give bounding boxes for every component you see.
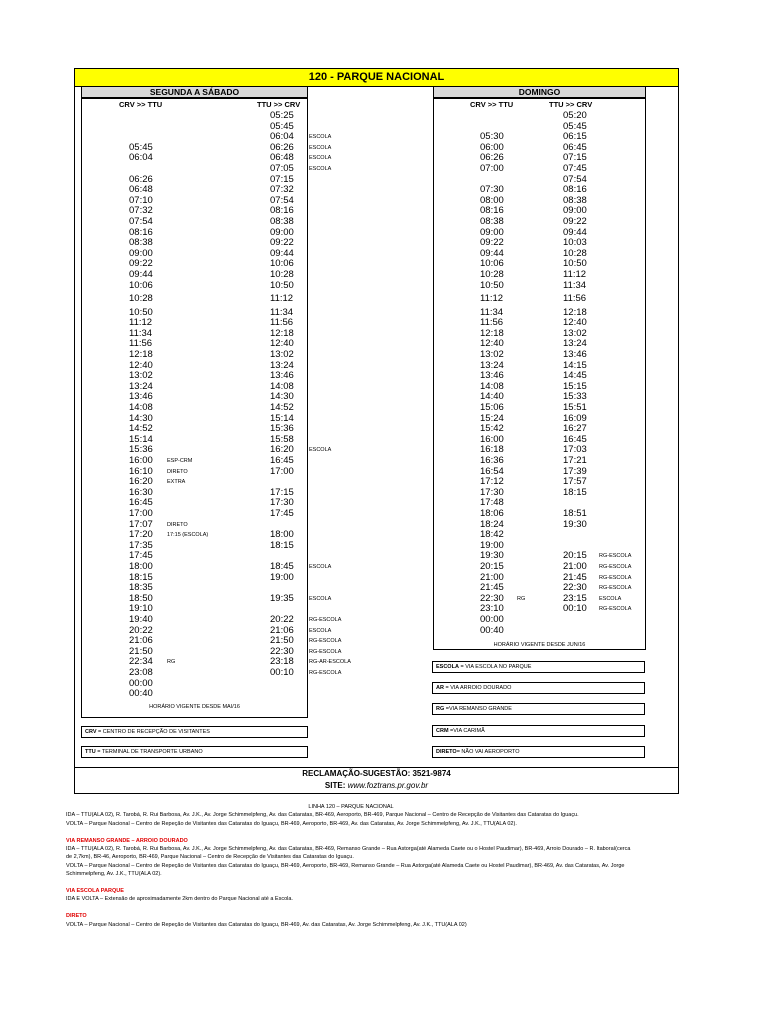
departure-time-crv: 16:00 [480,433,504,445]
departure-time-crv: 16:45 [129,497,153,509]
legend-ar-text: = VIA ARROIO DOURADO [443,685,512,691]
departure-time-ttu: 17:30 [270,497,294,509]
departure-time-ttu: 12:18 [563,306,587,318]
departure-time-ttu: 07:32 [270,184,294,196]
departure-time-crv: 15:36 [129,444,153,456]
departure-time-crv: 18:00 [129,561,153,572]
departure-time-ttu: 09:22 [563,216,587,227]
departure-time-crv: 16:54 [480,465,504,477]
departure-note-ttu: ESCOLA [599,595,622,602]
departure-note-ttu: RG-ESCOLA [599,585,632,592]
departure-time-crv: 16:36 [480,455,504,466]
departure-note-ttu: ESCOLA [309,134,332,141]
departure-time-ttu: 08:38 [270,216,294,227]
departure-time-ttu: 16:45 [563,433,587,445]
departure-time-crv: 06:00 [480,141,504,153]
departure-time-ttu: 14:45 [563,370,587,382]
departure-time-crv: 08:38 [129,237,153,249]
departure-time-crv: 16:10 [129,465,153,477]
departure-time-ttu: 08:38 [563,194,587,206]
departure-time-ttu: 07:15 [563,152,587,164]
departure-time-crv: 13:46 [480,370,504,382]
departure-time-ttu: 16:27 [563,423,587,435]
site-label: SITE: [324,781,346,790]
departure-time-crv: 18:35 [129,582,153,594]
departure-time-crv: 21:06 [129,635,153,647]
departure-time-ttu: 00:10 [270,667,294,678]
departure-time-ttu: 05:25 [270,110,294,121]
departure-time-crv: 23:10 [480,603,504,615]
departure-time-ttu: 13:46 [563,349,587,360]
departure-time-ttu: 14:30 [270,391,294,403]
weekday-header: SEGUNDA A SÁBADO [81,86,308,98]
departure-time-ttu: 07:54 [270,194,294,206]
departure-time-crv: 17:45 [129,550,153,562]
departure-time-crv: 00:40 [480,624,504,636]
departure-time-crv: 09:22 [480,237,504,249]
departure-note-ttu: ESCOLA [309,447,332,454]
departure-time-crv: 14:08 [129,402,153,413]
departure-time-ttu: 11:34 [270,306,294,318]
departure-time-ttu: 16:09 [563,412,587,424]
departure-time-ttu: 19:30 [563,518,587,530]
notes-line-title: LINHA 120 – PARQUE NACIONAL [308,804,394,810]
departure-time-crv: 08:38 [480,216,504,227]
departure-time-crv: 16:00 [129,455,153,466]
legend-direto-text: = NÃO VAI AEROPORTO [456,749,520,755]
departure-time-ttu: 13:02 [563,327,587,339]
departure-time-ttu: 09:22 [270,237,294,249]
departure-time-crv: 16:30 [129,486,153,498]
departure-time-crv: 13:24 [129,380,153,392]
departure-time-ttu: 18:15 [270,539,294,551]
departure-time-crv: 18:42 [480,529,504,541]
departure-time-ttu: 16:20 [270,444,294,456]
legend-direto [432,746,645,758]
departure-time-crv: 19:10 [129,603,153,615]
departure-time-ttu: 18:00 [270,529,294,541]
departure-time-ttu: 08:16 [270,205,294,217]
departure-time-crv: 09:00 [129,247,153,259]
departure-time-ttu: 13:02 [270,349,294,360]
departure-note-ttu: ESCOLA [309,155,332,162]
departure-time-ttu: 08:16 [563,184,587,196]
departure-time-crv: 10:50 [129,306,153,318]
departure-time-ttu: 15:36 [270,423,294,435]
departure-time-ttu: 18:45 [270,561,294,572]
departure-time-ttu: 10:28 [563,247,587,259]
weekday-vigente: HORÁRIO VIGENTE DESDE MAI/16 [149,704,240,710]
departure-note-ttu: ESCOLA [309,627,332,634]
departure-time-ttu: 05:45 [270,120,294,132]
departure-time-crv: 11:12 [129,317,153,329]
departure-time-crv: 11:56 [129,338,153,350]
departure-time-crv: 14:08 [480,380,504,392]
departure-time-ttu: 22:30 [563,582,587,594]
departure-time-crv: 21:45 [480,582,504,594]
departure-time-crv: 16:18 [480,444,504,456]
site-line [75,781,678,790]
departure-time-ttu: 18:51 [563,508,587,519]
legend-escola [432,661,645,673]
departure-time-ttu: 12:40 [563,317,587,329]
departure-time-crv: 20:15 [480,561,504,572]
departure-time-crv: 07:00 [480,163,504,174]
departure-time-crv: 00:00 [129,677,153,689]
departure-time-ttu: 12:18 [270,327,294,339]
departure-time-crv: 19:30 [480,550,504,562]
departure-time-ttu: 11:34 [563,279,587,291]
departure-time-crv: 10:28 [129,293,153,305]
departure-note-crv: RG [167,659,176,666]
notes-volta: VOLTA – Parque Nacional – Centro de Repeção de Visitantes das Cataratas do Iguaçu, BR-469, Aeroporto, BR-469, Av. das Cataratas, Av. Jorge Schimmelpfeng, Av. J.K., TTU(ALA 02). [66,820,517,827]
departure-time-crv: 12:18 [480,327,504,339]
departure-time-ttu: 06:45 [563,141,587,153]
departure-time-ttu: 06:26 [270,141,294,153]
departure-time-ttu: 13:24 [270,359,294,371]
reclamacao-text: RECLAMAÇÃO-SUGESTÃO: 3521-9874 [302,769,451,778]
departure-time-crv: 09:22 [129,258,153,270]
legend-rg [432,703,645,715]
departure-time-ttu: 22:30 [270,645,294,657]
departure-time-crv: 12:40 [129,359,153,371]
departure-time-ttu: 14:15 [563,359,587,371]
legend-ar-key: AR [436,685,444,691]
departure-time-crv: 22:30 [480,592,504,604]
departure-time-ttu: 11:12 [563,269,587,280]
departure-time-ttu: 19:00 [270,571,294,583]
departure-time-crv: 15:06 [480,402,504,413]
departure-time-ttu: 10:50 [563,258,587,270]
departure-time-crv: 07:32 [129,205,153,217]
departure-note-ttu: ESCOLA [309,564,332,570]
departure-time-crv: 23:08 [129,667,153,678]
departure-time-crv: 12:18 [129,349,153,360]
departure-time-crv: 06:04 [129,152,153,164]
departure-time-ttu: 07:05 [270,163,294,174]
legend-escola-key: ESCOLA [436,664,459,670]
departure-time-crv: 00:00 [480,614,504,625]
departure-time-ttu: 10:50 [270,279,294,291]
departure-time-ttu: 11:56 [270,317,294,329]
notes-remanso-title: VIA REMANSO GRANDE – ARROIO DOURADO [66,837,188,844]
departure-time-ttu: 21:50 [270,635,294,647]
departure-time-ttu: 09:00 [563,205,587,217]
site-link[interactable]: www.foztrans.pr.gov.br [345,781,429,790]
departure-note-ttu: RG-ESCOLA [599,564,632,570]
departure-time-crv: 10:06 [480,258,504,270]
departure-time-crv: 13:24 [480,359,504,371]
departure-note-ttu: RG-ESCOLA [309,638,342,645]
departure-time-crv: 08:00 [480,194,504,206]
departure-time-ttu: 09:44 [563,226,587,238]
legend-direto-key: DIRETO [436,749,457,755]
departure-time-crv: 14:30 [129,412,153,424]
legend-crm-key: CRM [436,728,449,734]
departure-time-ttu: 21:00 [563,561,587,572]
legend-crm-text: =VIA CARIMÃ [448,728,485,734]
departure-time-ttu: 05:45 [563,120,587,132]
departure-time-crv: 17:20 [129,529,153,541]
departure-time-ttu: 13:46 [270,370,294,382]
legend-rg-text: =VIA REMANSO GRANDE [444,706,512,712]
sunday-header: DOMINGO [433,86,646,98]
departure-time-crv: 11:34 [480,306,504,318]
weekday-col1-head: CRV >> TTU [119,100,163,109]
departure-time-crv: 19:40 [129,614,153,625]
departure-time-crv: 07:30 [480,184,504,196]
legend-crv-key: CRV [85,729,97,735]
departure-note-ttu: RG-ESCOLA [599,553,632,560]
departure-note-ttu: ESCOLA [309,595,332,602]
departure-note-ttu: ESCOLA [309,144,332,151]
legend-crv-text: = CENTRO DE RECEPÇÃO DE VISITANTES [96,729,210,735]
departure-note-ttu: ESCOLA [309,166,332,172]
departure-time-crv: 20:22 [129,624,153,636]
departure-time-ttu: 10:28 [270,269,294,280]
departure-time-crv: 11:34 [129,327,153,339]
departure-time-crv: 17:48 [480,497,504,509]
notes-escola-title: VIA ESCOLA PARQUE [66,888,124,895]
departure-time-crv: 05:45 [129,141,153,153]
departure-time-ttu: 09:44 [270,247,294,259]
departure-note-ttu: RG-ESCOLA [309,670,342,676]
legend-ttu-text: = TERMINAL DE TRANSPORTE URBANO [95,749,203,755]
departure-time-crv: 13:02 [129,370,153,382]
departure-time-crv: 18:24 [480,518,504,530]
notes-ida: IDA – TTU(ALA 02), R. Tarobá, R. Rui Barbosa, Av. J.K., Av. Jorge Schimmelpfeng, Av. das Cataratas, BR-469, Aeroporto, BR-469, Parque Nacional – Centro de Recepção de Visitantes das Cataratas do Iguaçu. [66,812,579,819]
departure-time-crv: 17:30 [480,486,504,498]
departure-time-ttu: 13:24 [563,338,587,350]
departure-note-ttu: RG-ESCOLA [599,606,632,613]
departure-time-crv: 22:34 [129,656,153,668]
notes-escola-text: IDA E VOLTA – Extensão de aproximadamente 2km dentro do Parque Nacional até a Escola. [66,896,293,903]
departure-time-ttu: 06:48 [270,152,294,164]
notes-remanso-volta: VOLTA – Parque Nacional – Centro de Repeção de Visitantes das Cataratas do Iguaçu, BR-469, Aeroporto, BR-469, Remanso Grande – Rua Astorga(até Alameda Caete ou Hostel Paudimar), BR-469, Av. das Cataratas, Av. Jorge Schimmelpfeng, Av. J.K., TTU(ALA 02). [66,862,625,878]
departure-time-crv: 15:14 [129,433,153,445]
departure-time-crv: 18:15 [129,571,153,583]
departure-time-ttu: 14:52 [270,402,294,413]
departure-time-ttu: 17:00 [270,465,294,477]
departure-note-crv: DIRETO [167,521,188,528]
departure-time-ttu: 12:40 [270,338,294,350]
departure-time-ttu: 17:39 [563,465,587,477]
departure-time-crv: 17:12 [480,476,504,488]
departure-time-crv: 00:40 [129,688,153,700]
departure-note-ttu: RG-ESCOLA [599,574,632,581]
departure-time-ttu: 07:45 [563,163,587,174]
departure-time-crv: 06:26 [129,173,153,185]
route-notes [66,803,636,929]
departure-time-ttu: 07:54 [563,173,587,185]
departure-note-crv: 17:15 (ESCOLA) [167,532,209,539]
departure-time-ttu: 14:08 [270,380,294,392]
departure-time-crv: 06:26 [480,152,504,164]
departure-note-crv: EXTRA [167,479,186,486]
departure-time-crv: 21:00 [480,571,504,583]
legend-ar [432,682,645,694]
departure-time-crv: 15:42 [480,423,504,435]
departure-time-crv: 08:16 [480,205,504,217]
departure-note-crv: DIRETO [167,468,188,475]
departure-time-crv: 09:44 [480,247,504,259]
departure-time-ttu: 10:03 [563,237,587,249]
sunday-col2-head: TTU >> CRV [549,100,593,109]
legend-crv [81,726,308,738]
departure-time-crv: 15:24 [480,412,504,424]
departure-note-crv: ESP-CRM [167,458,193,464]
departure-time-crv: 10:50 [480,279,504,291]
departure-time-ttu: 17:21 [563,455,587,466]
departure-time-ttu: 20:15 [563,550,587,562]
departure-time-ttu: 20:22 [270,614,294,625]
weekday-col2-head: TTU >> CRV [257,100,301,109]
departure-time-ttu: 21:06 [270,624,294,636]
departure-time-ttu: 19:35 [270,592,294,604]
departure-time-crv: 08:16 [129,226,153,238]
departure-time-crv: 18:50 [129,592,153,604]
footer-divider [75,767,678,768]
departure-time-ttu: 17:15 [270,486,294,498]
departure-note-ttu: RG-ESCOLA [309,617,342,623]
departure-time-ttu: 15:14 [270,412,294,424]
departure-note-crv: RG [517,595,526,602]
departure-time-ttu: 07:15 [270,173,294,185]
departure-time-crv: 07:10 [129,194,153,206]
departure-time-crv: 09:00 [480,226,504,238]
page-title: 120 - PARQUE NACIONAL [75,69,678,87]
notes-direto-text: VOLTA – Parque Nacional – Centro de Repeção de Visitantes das Cataratas do Iguaçu, BR-469, Av. das Cataratas, Av. Jorge Schimmelpfeng, Av. J.K., TTU(ALA 02) [66,921,467,928]
departure-time-ttu: 11:56 [563,293,587,305]
notes-remanso-ida: IDA – TTU(ALA 02), R. Tarobá, R. Rui Barbosa, Av. J.K., Av. Jorge Schimmelpfeng, Av. das Cataratas, BR-469, Remanso Grande – Rua Astorga(até Alameda Caete ou o Hostel Paudimar), BR-469, Arroio Dourado – R. Itaboraí(cerca de 2,7km), BR-46, Aeroporto, BR-469, Parque Nacional – Centro de Recepção de Visitantes das Cataratas do Iguaçu. [66,846,631,861]
departure-time-crv: 07:54 [129,216,153,227]
departure-time-crv: 17:07 [129,518,153,530]
departure-time-ttu: 17:03 [563,444,587,456]
departure-time-ttu: 15:51 [563,402,587,413]
departure-time-ttu: 06:15 [563,131,587,143]
departure-time-crv: 21:50 [129,645,153,657]
departure-time-ttu: 15:15 [563,380,587,392]
departure-time-ttu: 18:15 [563,486,587,498]
legend-crm [432,725,645,737]
departure-time-crv: 13:46 [129,391,153,403]
sunday-col1-head: CRV >> TTU [470,100,514,109]
legend-ttu [81,746,308,758]
departure-time-ttu: 17:45 [270,508,294,519]
departure-time-ttu: 05:20 [563,110,587,121]
departure-time-crv: 12:40 [480,338,504,350]
legend-ttu-key: TTU [85,749,96,755]
departure-time-ttu: 16:45 [270,455,294,466]
departure-time-crv: 18:06 [480,508,504,519]
departure-time-crv: 05:30 [480,131,504,143]
legend-escola-text: = VIA ESCOLA NO PARQUE [458,664,532,670]
departure-time-crv: 14:40 [480,391,504,403]
departure-time-ttu: 15:58 [270,433,294,445]
departure-time-ttu: 09:00 [270,226,294,238]
departure-time-crv: 10:06 [129,279,153,291]
departure-time-ttu: 10:06 [270,258,294,270]
departure-note-ttu: RG-AR-ESCOLA [309,659,351,666]
departure-time-ttu: 23:18 [270,656,294,668]
departure-time-ttu: 23:15 [563,592,587,604]
departure-time-ttu: 11:12 [270,293,294,305]
departure-time-crv: 14:52 [129,423,153,435]
notes-direto-title: DIRETO [66,913,87,920]
departure-time-crv: 06:48 [129,184,153,196]
departure-time-crv: 11:12 [480,293,504,305]
departure-time-ttu: 00:10 [563,603,587,615]
departure-time-ttu: 06:04 [270,131,294,143]
departure-note-ttu: RG-ESCOLA [309,648,342,655]
departure-time-ttu: 21:45 [563,571,587,583]
departure-time-crv: 17:35 [129,539,153,551]
legend-rg-key: RG [436,706,445,712]
departure-time-crv: 11:56 [480,317,504,329]
departure-time-crv: 16:20 [129,476,153,488]
sunday-vigente: HORÁRIO VIGENTE DESDE JUN/16 [493,642,586,648]
departure-time-crv: 19:00 [480,539,504,551]
departure-time-crv: 13:02 [480,349,504,360]
departure-time-crv: 09:44 [129,269,153,280]
departure-time-ttu: 15:33 [563,391,587,403]
departure-time-ttu: 17:57 [563,476,587,488]
departure-time-crv: 10:28 [480,269,504,280]
departure-time-crv: 17:00 [129,508,153,519]
